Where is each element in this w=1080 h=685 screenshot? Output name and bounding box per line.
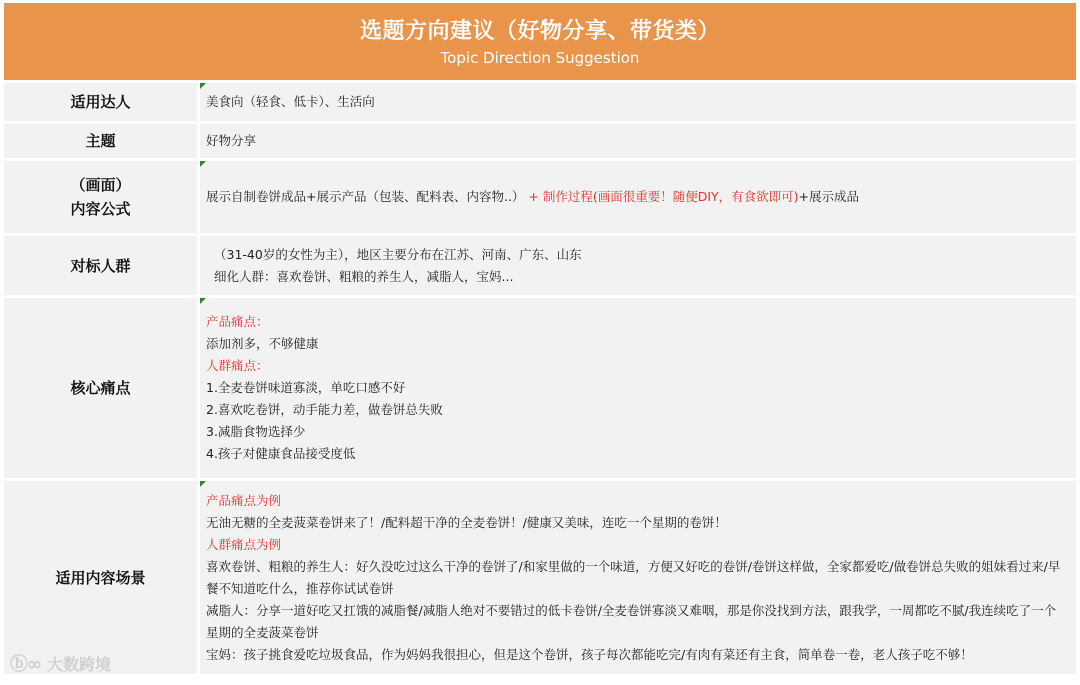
row-content xyxy=(200,295,1076,478)
formula-part3: +展示成品 xyxy=(798,189,860,204)
scene-product-line: 无油无糖的全麦菠菜卷饼来了！/配料超干净的全麦卷饼！/健康又美味，连吃一个星期的卷饼！ xyxy=(206,514,727,530)
scene-crowd-line: 宝妈：孩子挑食爱吃垃圾食品，作为妈妈我很担心，但是这个卷饼，孩子每次都能吃完/有肉有菜还有主食，简单卷一卷，老人孩子吃不够！ xyxy=(206,646,973,662)
row-topic xyxy=(4,121,1076,158)
page-title: 选题方向建议（好物分享、带货类） xyxy=(359,19,720,44)
scene-product-heading: 产品痛点为例 xyxy=(206,492,282,508)
crowd-pain-item: 2.喜欢吃卷饼，动手能力差，做卷饼总失败 xyxy=(206,402,443,417)
row-content xyxy=(200,80,1076,121)
corner-marker-icon xyxy=(200,161,206,167)
scene-crowd-line: 减脂人：分享一道好吃又扛饿的减脂餐/减脂人绝对不要错过的低卡卷饼/全麦卷饼寡淡又难咽，那是你没找到方法，跟我学，一周都吃不腻/我连续吃了一个星期的全麦菠菜卷饼 xyxy=(206,602,1057,640)
row-content xyxy=(200,121,1076,158)
watermark-text: 大数跨境 xyxy=(47,654,112,674)
row-label: 核心痛点 xyxy=(4,295,200,478)
row-label: 适用达人 xyxy=(4,80,200,121)
content-text: 好物分享 xyxy=(206,133,257,148)
suggestion-table xyxy=(4,80,1076,674)
product-pain-line: 添加剂多，不够健康 xyxy=(206,336,319,351)
page-subtitle: Topic Direction Suggestion xyxy=(440,49,640,67)
watermark-logo-icon: ⓑ∞ xyxy=(10,654,41,675)
watermark xyxy=(10,650,111,676)
crowd-pain-heading: 人群痛点： xyxy=(206,358,269,373)
row-label: 适用内容场景 xyxy=(4,478,200,674)
row-label xyxy=(4,158,200,233)
formula-part1: 展示自制卷饼成品+展示产品（包装、配料表、内容物..） xyxy=(206,189,525,204)
row-content xyxy=(200,478,1076,674)
row-talent xyxy=(4,80,1076,121)
formula-part2: + 制作过程(画面很重要！随便DIY，有食欲即可) xyxy=(524,189,799,204)
row-label-line2: 内容公式 xyxy=(70,200,131,218)
header-banner xyxy=(4,3,1076,80)
row-pain xyxy=(4,295,1076,478)
corner-marker-icon xyxy=(200,83,206,89)
content-text xyxy=(206,186,1066,208)
row-content xyxy=(200,158,1076,233)
document-page xyxy=(4,3,1076,674)
row-label-line1: （画面） xyxy=(70,176,131,194)
audience-line-1: （31-40岁的女性为主），地区主要分布在江苏、河南、广东、山东 xyxy=(214,246,582,262)
audience-line-2: 细化人群：喜欢卷饼、粗粮的养生人，减脂人，宝妈... xyxy=(214,268,514,284)
scene-crowd-heading: 人群痛点为例 xyxy=(206,536,282,552)
row-scenes xyxy=(4,478,1076,674)
row-formula xyxy=(4,158,1076,233)
crowd-pain-item: 3.减脂食物选择少 xyxy=(206,424,306,439)
row-label: 主题 xyxy=(4,121,200,158)
crowd-pain-item: 1.全麦卷饼味道寡淡，单吃口感不好 xyxy=(206,380,406,395)
content-text: 美食向（轻食、低卡）、生活向 xyxy=(206,94,375,109)
row-audience xyxy=(4,233,1076,295)
corner-marker-icon xyxy=(200,298,206,304)
crowd-pain-item: 4.孩子对健康食品接受度低 xyxy=(206,446,356,461)
product-pain-heading: 产品痛点： xyxy=(206,314,269,329)
corner-marker-icon xyxy=(200,481,206,487)
row-label: 对标人群 xyxy=(4,233,200,295)
scene-crowd-line: 喜欢卷饼、粗粮的养生人：好久没吃过这么干净的卷饼了/和家里做的一个味道，方便又好吃的卷饼/卷饼这样做，全家都爱吃/做卷饼总失败的姐妹看过来/早餐不知道吃什么，推荐你试试卷饼 xyxy=(206,558,1061,596)
row-content xyxy=(200,233,1076,295)
